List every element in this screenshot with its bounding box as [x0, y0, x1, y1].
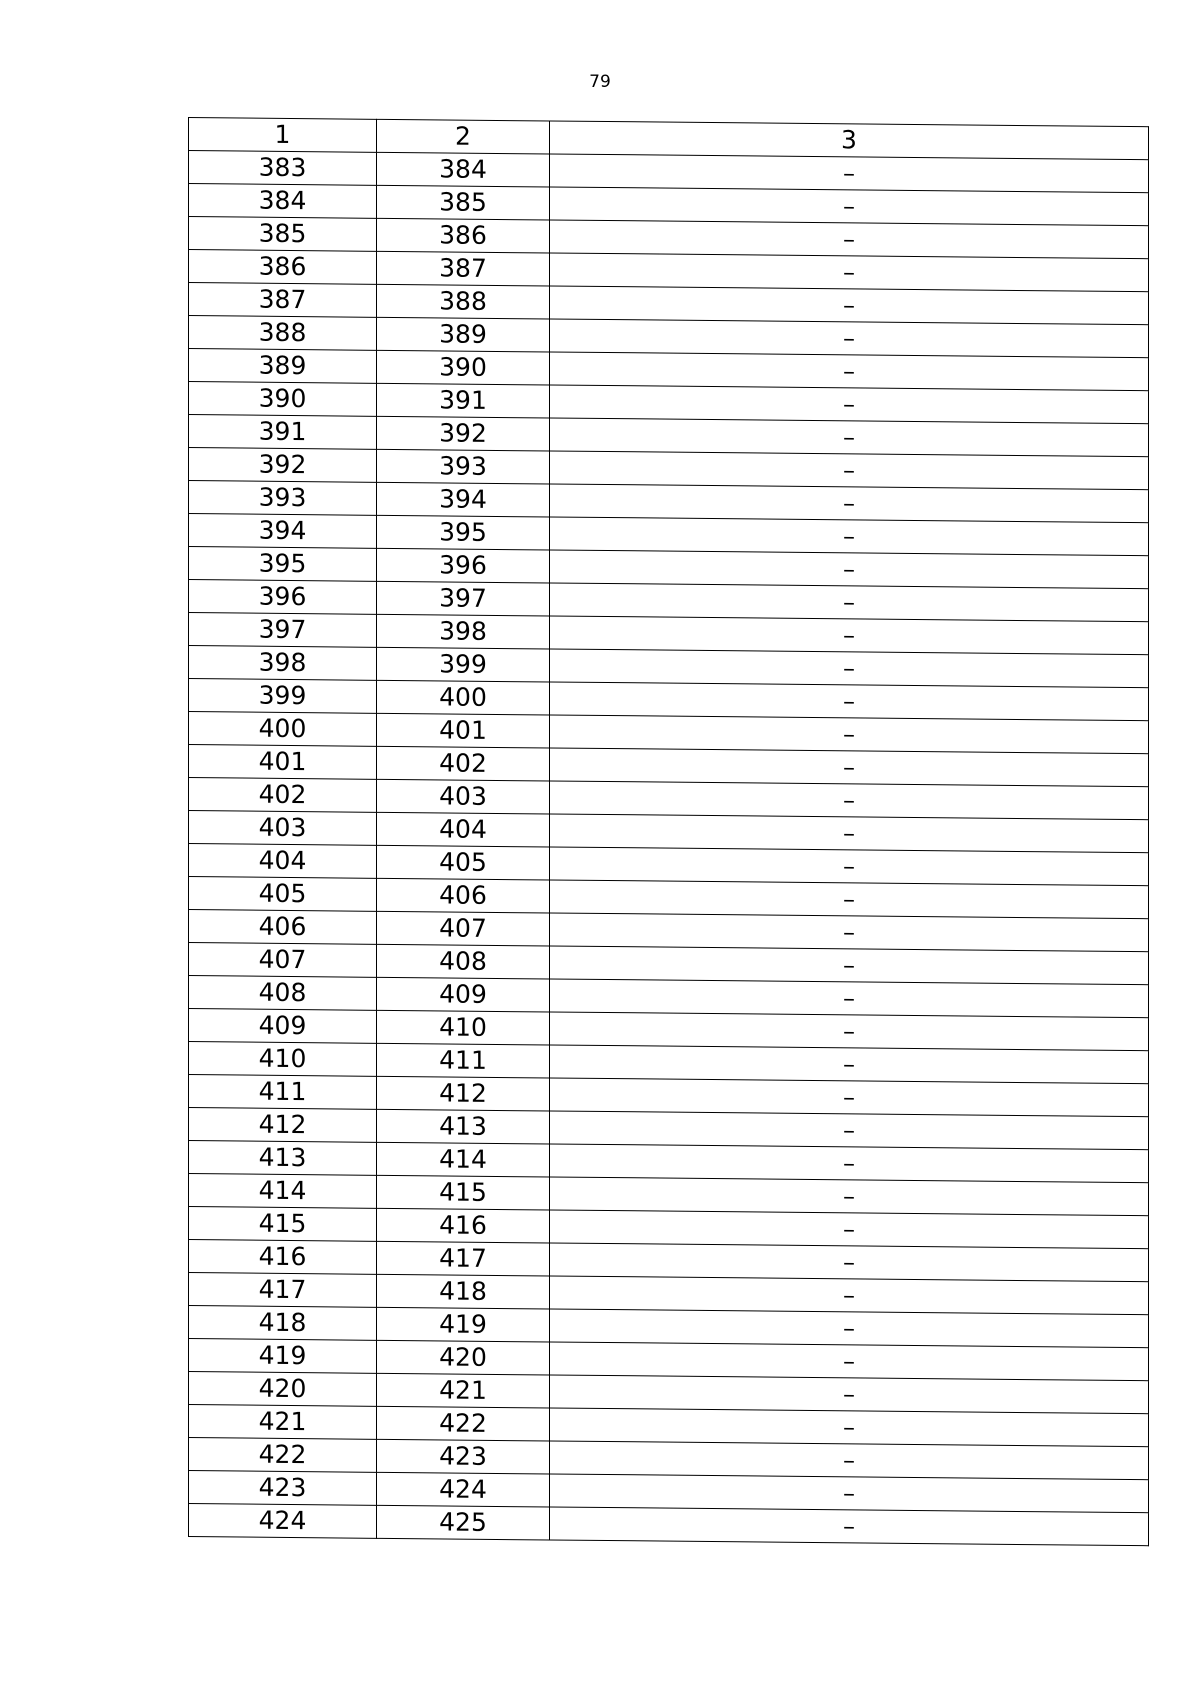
- table-cell-col3: –: [550, 550, 1149, 589]
- table-cell-col3: –: [550, 484, 1149, 523]
- table-cell-col2: 404: [377, 812, 550, 847]
- table-cell-col3: –: [550, 715, 1149, 754]
- table-cell-col1: 384: [189, 184, 377, 219]
- table-cell-col1: 420: [189, 1372, 377, 1407]
- table-cell-col3: –: [550, 1507, 1149, 1546]
- header-cell-1: 1: [189, 118, 377, 153]
- data-table: [188, 117, 1149, 1546]
- table-cell-col2: 416: [377, 1208, 550, 1243]
- table-cell-col1: 392: [189, 448, 377, 483]
- table-cell-col3: –: [550, 220, 1149, 259]
- table-cell-col2: 384: [377, 152, 550, 187]
- table-cell-col2: 412: [377, 1076, 550, 1111]
- table-body: [189, 151, 1149, 1546]
- table-cell-col1: 396: [189, 580, 377, 615]
- page-number: 79: [589, 72, 611, 92]
- table-cell-col1: 405: [189, 877, 377, 912]
- table-cell-col2: 391: [377, 383, 550, 418]
- table-cell-col3: –: [550, 1342, 1149, 1381]
- table-cell-col1: 390: [189, 382, 377, 417]
- table-cell-col2: 411: [377, 1043, 550, 1078]
- table-cell-col2: 387: [377, 251, 550, 286]
- table-cell-col2: 393: [377, 449, 550, 484]
- table-cell-col2: 386: [377, 218, 550, 253]
- table-cell-col3: –: [550, 1078, 1149, 1117]
- table-cell-col2: 418: [377, 1274, 550, 1309]
- table-cell-col2: 409: [377, 977, 550, 1012]
- table-cell-col1: 399: [189, 679, 377, 714]
- table-cell-col1: 417: [189, 1273, 377, 1308]
- table-cell-col3: –: [550, 1243, 1149, 1282]
- table-cell-col3: –: [550, 352, 1149, 391]
- table-cell-col3: –: [550, 1111, 1149, 1150]
- table-cell-col1: 402: [189, 778, 377, 813]
- table-cell-col3: –: [550, 319, 1149, 358]
- table-cell-col2: 415: [377, 1175, 550, 1210]
- table-cell-col1: 400: [189, 712, 377, 747]
- table-cell-col1: 419: [189, 1339, 377, 1374]
- table-cell-col2: 388: [377, 284, 550, 319]
- table-cell-col1: 421: [189, 1405, 377, 1440]
- table-cell-col1: 423: [189, 1471, 377, 1506]
- table-cell-col3: –: [550, 682, 1149, 721]
- table-cell-col2: 401: [377, 713, 550, 748]
- table-cell-col3: –: [550, 1210, 1149, 1249]
- table-cell-col1: 413: [189, 1141, 377, 1176]
- table-cell-col1: 414: [189, 1174, 377, 1209]
- table-cell-col3: –: [550, 187, 1149, 226]
- table-cell-col1: 389: [189, 349, 377, 384]
- table-cell-col1: 416: [189, 1240, 377, 1275]
- table-cell-col3: –: [550, 616, 1149, 655]
- table-cell-col2: 408: [377, 944, 550, 979]
- header-cell-3: 3: [550, 121, 1149, 160]
- table-cell-col2: 392: [377, 416, 550, 451]
- table-cell-col3: –: [550, 583, 1149, 622]
- table-cell-col1: 383: [189, 151, 377, 186]
- table-cell-col2: 419: [377, 1307, 550, 1342]
- table-cell-col2: 422: [377, 1406, 550, 1441]
- table-cell-col1: 398: [189, 646, 377, 681]
- table-cell-col2: 414: [377, 1142, 550, 1177]
- table-cell-col2: 385: [377, 185, 550, 220]
- table-cell-col1: 393: [189, 481, 377, 516]
- table-cell-col1: 397: [189, 613, 377, 648]
- table-cell-col1: 408: [189, 976, 377, 1011]
- table-cell-col3: –: [550, 1012, 1149, 1051]
- table-cell-col3: –: [550, 781, 1149, 820]
- table-cell-col2: 410: [377, 1010, 550, 1045]
- table-cell-col1: 395: [189, 547, 377, 582]
- table-cell-col3: –: [550, 385, 1149, 424]
- table-cell-col1: 403: [189, 811, 377, 846]
- table-cell-col1: 422: [189, 1438, 377, 1473]
- table-cell-col3: –: [550, 649, 1149, 688]
- table-cell-col3: –: [550, 748, 1149, 787]
- table-cell-col1: 415: [189, 1207, 377, 1242]
- table-cell-col1: 411: [189, 1075, 377, 1110]
- table-cell-col3: –: [550, 1276, 1149, 1315]
- table-cell-col2: 400: [377, 680, 550, 715]
- table-cell-col3: –: [550, 286, 1149, 325]
- table-cell-col2: 397: [377, 581, 550, 616]
- table-cell-col1: 391: [189, 415, 377, 450]
- table-cell-col1: 404: [189, 844, 377, 879]
- table-cell-col2: 424: [377, 1472, 550, 1507]
- table-cell-col3: –: [550, 814, 1149, 853]
- table-cell-col2: 395: [377, 515, 550, 550]
- table-cell-col3: –: [550, 418, 1149, 457]
- table-cell-col3: –: [550, 253, 1149, 292]
- table-cell-col2: 407: [377, 911, 550, 946]
- table-cell-col2: 421: [377, 1373, 550, 1408]
- table-cell-col1: 394: [189, 514, 377, 549]
- table-cell-col3: –: [550, 1045, 1149, 1084]
- table-cell-col3: –: [550, 979, 1149, 1018]
- table-cell-col1: 387: [189, 283, 377, 318]
- table-cell-col1: 385: [189, 217, 377, 252]
- table-cell-col3: –: [550, 880, 1149, 919]
- table-cell-col2: 402: [377, 746, 550, 781]
- table-cell-col3: –: [550, 946, 1149, 985]
- table-cell-col2: 399: [377, 647, 550, 682]
- table-cell-col1: 386: [189, 250, 377, 285]
- table-cell-col1: 409: [189, 1009, 377, 1044]
- table-cell-col2: 394: [377, 482, 550, 517]
- table-cell-col2: 406: [377, 878, 550, 913]
- table-cell-col3: –: [550, 1474, 1149, 1513]
- table-cell-col1: 418: [189, 1306, 377, 1341]
- table-cell-col1: 407: [189, 943, 377, 978]
- table-cell-col3: –: [550, 847, 1149, 886]
- table-cell-col2: 425: [377, 1505, 550, 1540]
- table-cell-col2: 423: [377, 1439, 550, 1474]
- table-cell-col1: 388: [189, 316, 377, 351]
- table-cell-col3: –: [550, 1177, 1149, 1216]
- table-cell-col1: 424: [189, 1504, 377, 1539]
- table-cell-col2: 403: [377, 779, 550, 814]
- table-cell-col2: 398: [377, 614, 550, 649]
- table-cell-col3: –: [550, 1408, 1149, 1447]
- table-cell-col2: 420: [377, 1340, 550, 1375]
- table-cell-col2: 396: [377, 548, 550, 583]
- table-cell-col3: –: [550, 517, 1149, 556]
- table-cell-col1: 406: [189, 910, 377, 945]
- table-cell-col2: 390: [377, 350, 550, 385]
- table-cell-col3: –: [550, 1144, 1149, 1183]
- table-cell-col1: 412: [189, 1108, 377, 1143]
- table-cell-col3: –: [550, 1309, 1149, 1348]
- table-cell-col2: 413: [377, 1109, 550, 1144]
- table-cell-col2: 389: [377, 317, 550, 352]
- table-cell-col2: 417: [377, 1241, 550, 1276]
- table-cell-col1: 401: [189, 745, 377, 780]
- table-cell-col3: –: [550, 1375, 1149, 1414]
- table-cell-col3: –: [550, 451, 1149, 490]
- table-cell-col3: –: [550, 913, 1149, 952]
- table-cell-col3: –: [550, 154, 1149, 193]
- table-cell-col2: 405: [377, 845, 550, 880]
- header-cell-2: 2: [377, 119, 550, 154]
- table-cell-col3: –: [550, 1441, 1149, 1480]
- table-cell-col1: 410: [189, 1042, 377, 1077]
